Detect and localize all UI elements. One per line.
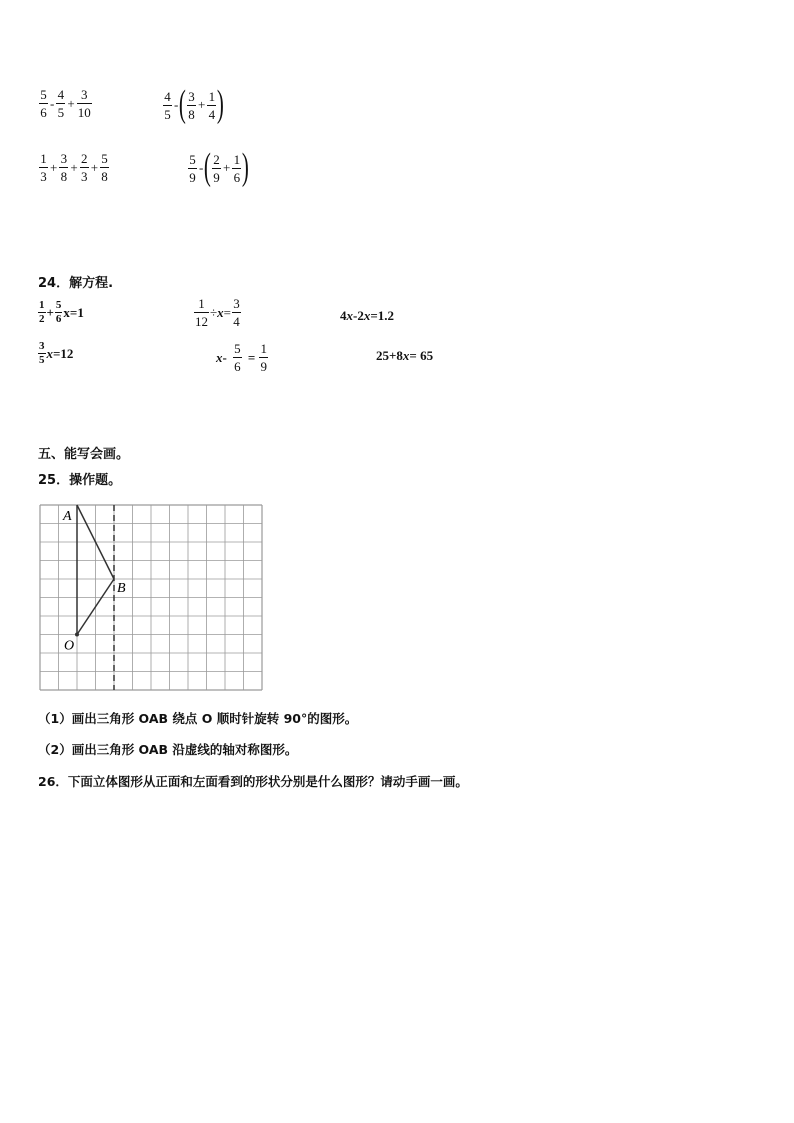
variable: x xyxy=(346,308,353,323)
operator: + xyxy=(223,160,231,175)
operator: - xyxy=(50,95,55,111)
label-O: O xyxy=(64,638,75,654)
fraction: $\frac{5}{6}$ xyxy=(55,299,62,325)
equation-2 xyxy=(193,297,242,328)
fraction: $\frac{3}{8}$ xyxy=(188,88,195,122)
section-5-title: 五、能写会画。 xyxy=(38,447,130,462)
equation-rest: x=1 xyxy=(63,304,84,320)
fraction: $\frac{3}{10}$ xyxy=(77,87,91,120)
fraction: $\frac{1}{4}$ xyxy=(208,88,216,122)
fraction: $\frac{3}{5}$ xyxy=(39,340,45,366)
equation-5 xyxy=(216,342,269,373)
operator: - xyxy=(199,160,204,175)
variable: x xyxy=(216,349,223,365)
operator: ÷ xyxy=(210,304,218,320)
fraction: $\frac{3}{8}$ xyxy=(60,151,68,184)
equation-part: = 65 xyxy=(409,348,434,363)
equation-6 xyxy=(376,348,433,364)
variable: x xyxy=(217,304,224,320)
fraction: $\frac{4}{5}$ xyxy=(57,87,65,120)
label-B: B xyxy=(117,581,126,596)
point-O xyxy=(75,633,79,637)
operator: + xyxy=(46,304,54,320)
equation-3 xyxy=(340,308,394,324)
left-paren: ( xyxy=(204,146,212,188)
question-26-title: 26．下面立体图形从正面和左面看到的形状分别是什么图形？请动手画一画。 xyxy=(38,774,468,789)
fraction: $\frac{1}{6}$ xyxy=(233,151,241,185)
equation-part: 25+8 xyxy=(376,348,403,363)
fraction: $\frac{1}{12}$ xyxy=(195,296,208,329)
equation-1 xyxy=(37,300,84,325)
fraction: $\frac{1}{3}$ xyxy=(40,151,47,184)
left-paren: ( xyxy=(179,83,187,125)
fraction: $\frac{1}{9}$ xyxy=(260,341,268,374)
operator: - xyxy=(174,97,179,112)
variable: x xyxy=(46,345,53,361)
right-paren: ) xyxy=(217,83,225,125)
equation-part: 4 xyxy=(340,308,347,323)
fraction: $\frac{1}{2}$ xyxy=(39,299,45,325)
fraction: $\frac{5}{6}$ xyxy=(40,87,47,120)
fraction: $\frac{2}{3}$ xyxy=(80,151,88,184)
calc-expression-1 xyxy=(38,88,93,119)
equals: = xyxy=(247,349,256,365)
equation-rest: =12 xyxy=(53,345,74,361)
equation-4 xyxy=(37,341,73,366)
operator: + xyxy=(50,159,58,175)
operator: - xyxy=(222,349,227,365)
question-25-part-2: （2）画出三角形 OAB 沿虚线的轴对称图形。 xyxy=(38,742,298,757)
grid-figure xyxy=(38,503,268,693)
fraction: $\frac{4}{5}$ xyxy=(164,88,171,122)
fraction: $\frac{3}{4}$ xyxy=(233,296,240,329)
equals: = xyxy=(223,304,231,320)
fraction: $\frac{5}{8}$ xyxy=(101,151,108,184)
calc-expression-2 xyxy=(162,83,225,125)
operator: + xyxy=(90,159,99,175)
calc-expression-3 xyxy=(38,152,110,183)
variable: x xyxy=(363,308,371,323)
equation-part: -2 xyxy=(353,308,364,323)
operator: + xyxy=(67,95,75,111)
grid-lines xyxy=(40,505,262,690)
variable: x xyxy=(402,348,410,363)
operator: + xyxy=(198,97,206,112)
question-25-part-1: （1）画出三角形 OAB 绕点 O 顺时针旋转 90°的图形。 xyxy=(38,711,358,726)
calc-expression-4 xyxy=(187,146,250,188)
operator: + xyxy=(70,159,78,175)
question-24-title: 24．解方程. xyxy=(38,276,114,291)
question-25-title: 25．操作题。 xyxy=(38,473,122,488)
fraction: $\frac{5}{9}$ xyxy=(189,151,196,185)
label-A: A xyxy=(63,509,72,524)
fraction: $\frac{2}{9}$ xyxy=(213,151,220,185)
equation-part: =1.2 xyxy=(370,308,395,323)
right-paren: ) xyxy=(242,146,250,188)
fraction: $\frac{5}{6}$ xyxy=(234,341,241,374)
